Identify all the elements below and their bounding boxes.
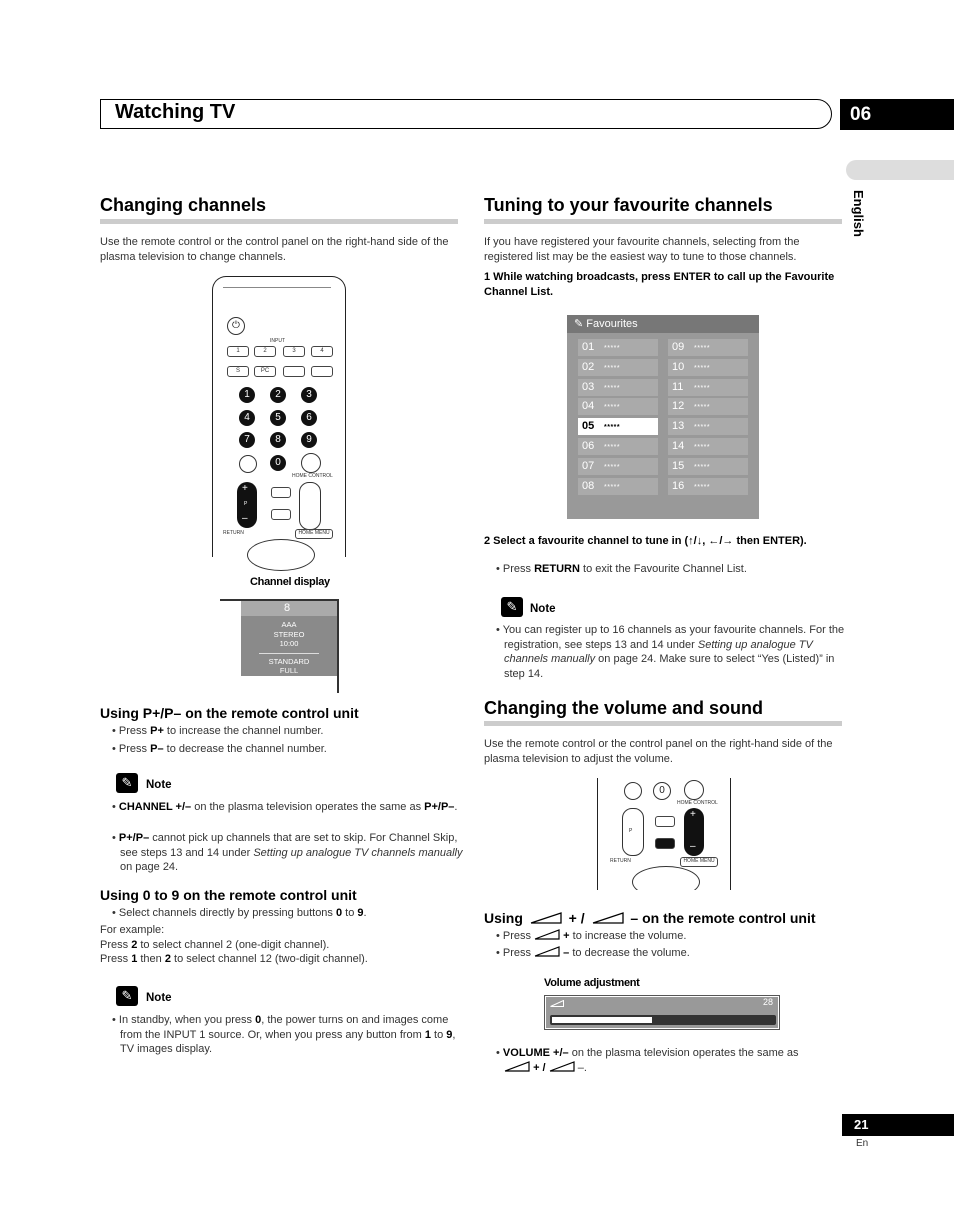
changing-channels-title: Changing channels: [100, 195, 267, 215]
favourite-channel-item[interactable]: [578, 398, 658, 415]
note-label: Note: [530, 603, 556, 615]
home-control-button: [684, 780, 704, 800]
dpad: [632, 866, 700, 898]
note1-bullet-1: • CHANNEL +/– on the plasma television operates the same as P+/P–.: [112, 801, 458, 813]
channel-p-label: P: [244, 501, 248, 507]
zero-nine-subtitle: Using 0 to 9 on the remote control unit: [100, 887, 357, 903]
favourite-channel-item[interactable]: [578, 438, 658, 455]
pp-bullet-1: • Press P+ to increase the channel number.: [112, 725, 324, 737]
zero-nine-bullet: • Select channels directly by pressing buttons 0 to 9.: [112, 907, 367, 919]
example-1: Press 2 to select channel 2 (one-digit channel).: [100, 939, 330, 951]
note3-bullet: • You can register up to 16 channels as your favourite channels. For the registration, see steps 13 and 14 under Setting up analogue TV channels manually on page 24. Make sure to select “Yes (Listed)” in step 14.: [496, 624, 845, 680]
language-tab: [846, 160, 954, 180]
volume-icon: [534, 946, 560, 957]
favourite-channel-number: 16: [672, 479, 685, 492]
favourites-step-2-bullet: • Press RETURN to exit the Favourite Channel List.: [496, 563, 747, 575]
channel-minus-icon: –: [242, 513, 248, 524]
favourite-channel-number: 15: [672, 459, 685, 472]
input-label: INPUT: [270, 338, 285, 344]
mute-button: [271, 509, 291, 520]
return-label: RETURN: [223, 530, 244, 536]
favourite-channel-number: 01: [582, 341, 595, 353]
chapter-number: 06: [840, 99, 954, 130]
volume-track: [550, 1015, 776, 1025]
favourites-step-1: 1 While watching broadcasts, press ENTER to call up the Favourite Channel List.: [484, 271, 835, 298]
favourite-channel-name: *****: [604, 424, 621, 432]
num-8-button: 8: [270, 432, 286, 448]
volume-adjustment-caption: Volume adjustment: [544, 977, 640, 989]
num-7-button: 7: [239, 432, 255, 448]
favourite-channel-number: 07: [582, 459, 595, 472]
favourite-channel-name: *****: [694, 463, 711, 471]
favourite-channel-number: 02: [582, 360, 595, 373]
num-3-button: 3: [301, 387, 317, 403]
channel-audio: STEREO: [273, 629, 305, 639]
note-icon: ✎: [116, 773, 138, 793]
example-2: Press 1 then 2 to select channel 12 (two-digit channel).: [100, 953, 368, 965]
home-control-label: HOME CONTROL: [677, 800, 718, 806]
volume-fill: [552, 1017, 652, 1023]
return-label: RETURN: [610, 858, 631, 864]
note2-bullet: • In standby, when you press 0, the power turns on and images come from the INPUT 1 source. Or, when you press any button from 1 to 9, TV images display.: [112, 1014, 456, 1055]
favourite-channel-name: *****: [604, 364, 621, 372]
screen-size: FULL: [279, 666, 299, 675]
info-button: [624, 782, 642, 800]
favourite-channel-item[interactable]: [668, 398, 748, 415]
volume-title: Changing the volume and sound: [484, 698, 763, 718]
favourite-channel-number: 10: [672, 360, 685, 373]
favourite-channel-item[interactable]: [668, 379, 748, 396]
channel-p-label: P: [629, 828, 633, 834]
favourite-channel-name: *****: [604, 463, 621, 471]
volume-minus-icon: –: [690, 841, 696, 852]
input-3-button: 3: [283, 346, 305, 357]
num-6-button: 6: [301, 410, 317, 426]
favourites-title: Tuning to your favourite channels: [484, 195, 773, 215]
favourite-channel-item[interactable]: [668, 339, 748, 356]
favourite-channel-number: 08: [582, 479, 595, 492]
volume-subtitle: Using + / – on the remote control unit: [484, 910, 816, 926]
note-icon: ✎: [116, 986, 138, 1006]
size-button: [311, 366, 333, 377]
favourite-channel-item[interactable]: [668, 478, 748, 495]
home-menu-button: HOME MENU: [680, 857, 718, 867]
num-0-button: 0: [653, 782, 671, 800]
section-rule: [100, 219, 458, 224]
favourite-channel-item[interactable]: [578, 458, 658, 475]
favourite-channel-number: 09: [672, 341, 685, 353]
volume-icon: [504, 1061, 530, 1072]
favourites-panel-title: Favourites: [586, 318, 638, 330]
favourite-channel-name: *****: [694, 364, 711, 372]
volume-icon: [592, 912, 624, 924]
volume-bullet-2: • Press – to decrease the volume.: [496, 947, 690, 959]
remote-icon: ✎: [574, 318, 584, 330]
favourite-channel-number: 06: [582, 440, 595, 452]
favourite-channel-item[interactable]: [578, 379, 658, 396]
favourite-channel-name: *****: [604, 483, 621, 491]
favourites-panel-header: [567, 315, 759, 333]
input-2-button: 2: [254, 346, 276, 357]
dpad: [247, 539, 315, 571]
num-1-button: 1: [239, 387, 255, 403]
pc-button: PC: [254, 366, 276, 377]
volume-icon: [534, 929, 560, 940]
num-4-button: 4: [239, 410, 255, 426]
pp-bullet-2: • Press P– to decrease the channel number.: [112, 743, 327, 755]
page-title: Watching TV: [115, 101, 236, 123]
pp-subtitle: Using P+/P– on the remote control unit: [100, 705, 359, 721]
favourite-channel-number: 11: [672, 380, 684, 393]
power-icon: ⏻: [227, 317, 245, 335]
info-button: [239, 455, 257, 473]
section-rule: [484, 219, 842, 224]
channel-rocker: [622, 808, 644, 856]
channel-plus-icon: +: [242, 483, 248, 494]
favourite-channel-item[interactable]: [668, 458, 748, 475]
volume-intro: Use the remote control or the control panel on the right-hand side of the plasma television to adjust the volume.: [484, 738, 833, 765]
example-label: For example:: [100, 924, 165, 936]
favourite-channel-name: *****: [694, 424, 711, 432]
home-control-button: [301, 453, 321, 473]
favourite-channel-name: *****: [604, 384, 621, 392]
volume-icon: [550, 1000, 564, 1007]
favourite-channel-number: 13: [672, 420, 685, 433]
s-button: S: [227, 366, 249, 377]
channel-name: AAA: [281, 620, 297, 629]
channel-number: 8: [241, 601, 337, 616]
note-icon: ✎: [501, 597, 523, 617]
audio-button: [271, 487, 291, 498]
home-menu-button: HOME MENU: [295, 529, 333, 539]
volume-level: 28: [762, 997, 773, 1007]
volume-bullet-3: • VOLUME +/– on the plasma television operates the same as + / –.: [496, 1047, 799, 1074]
favourite-channel-number: 14: [672, 440, 685, 452]
page-language-code: En: [856, 1138, 869, 1149]
favourite-channel-name: *****: [604, 345, 621, 352]
channel-display: [241, 601, 337, 676]
num-9-button: 9: [301, 432, 317, 448]
mute-button: [655, 838, 675, 849]
remote-volume-illustration: [597, 778, 731, 890]
favourites-step-2: 2 Select a favourite channel to tune in (↑/↓, ←/→ then ENTER).: [484, 535, 807, 547]
input-4-button: 4: [311, 346, 333, 357]
favourite-channel-item[interactable]: [668, 418, 748, 435]
num-5-button: 5: [270, 410, 286, 426]
num-0-button: 0: [270, 455, 286, 471]
note-label: Note: [146, 992, 172, 1004]
favourite-channel-number: 03: [582, 380, 595, 393]
channel-display-caption: Channel display: [250, 576, 330, 588]
num-2-button: 2: [270, 387, 286, 403]
favourite-channel-number: 12: [672, 400, 685, 413]
volume-icon: [530, 912, 562, 924]
changing-channels-intro: Use the remote control or the control panel on the right-hand side of the plasma television to change channels.: [100, 236, 449, 263]
note-label: Note: [146, 779, 172, 791]
favourite-channel-item[interactable]: [578, 359, 658, 376]
note1-bullet-2: • P+/P– cannot pick up channels that are set to skip. For Channel Skip, see steps 13 and 14 under Setting up analogue TV channels manually on page 24.: [112, 832, 463, 873]
picture-mode: STANDARD: [268, 656, 310, 666]
volume-rocker: [299, 482, 321, 530]
favourite-channel-item[interactable]: [668, 359, 748, 376]
section-rule: [484, 721, 842, 726]
volume-icon: [549, 1061, 575, 1072]
favourite-channel-number: 04: [582, 400, 595, 413]
favourites-intro: If you have registered your favourite channels, selecting from the registered list may be the easiest way to tune to those channels.: [484, 236, 800, 263]
volume-adjustment-panel: [546, 997, 778, 1028]
home-control-label: HOME CONTROL: [292, 473, 333, 479]
channel-time: 10:00: [279, 639, 299, 648]
favourite-channel-name: *****: [694, 483, 711, 491]
favourite-channel-name: *****: [694, 444, 711, 451]
favourite-channel-item[interactable]: [668, 438, 748, 455]
volume-bullet-1: • Press + to increase the volume.: [496, 930, 687, 942]
display-frame-right: [337, 599, 339, 693]
favourite-channel-name: *****: [604, 444, 621, 451]
favourite-channel-number: 05: [582, 420, 595, 433]
favourite-channel-item[interactable]: [578, 339, 658, 356]
page-number: 21: [842, 1114, 954, 1136]
remote-illustration: [212, 276, 346, 557]
audio-button: [655, 816, 675, 827]
volume-plus-icon: +: [690, 809, 696, 820]
favourite-channel-item[interactable]: [578, 478, 658, 495]
language-label: English: [851, 190, 866, 237]
favourite-channel-name: *****: [604, 404, 621, 412]
favourite-channel-item[interactable]: [578, 418, 658, 435]
favourite-channel-name: *****: [694, 384, 711, 392]
favourite-channel-name: *****: [694, 404, 711, 412]
mode-button: [283, 366, 305, 377]
input-1-button: 1: [227, 346, 249, 357]
favourite-channel-name: *****: [694, 345, 711, 352]
